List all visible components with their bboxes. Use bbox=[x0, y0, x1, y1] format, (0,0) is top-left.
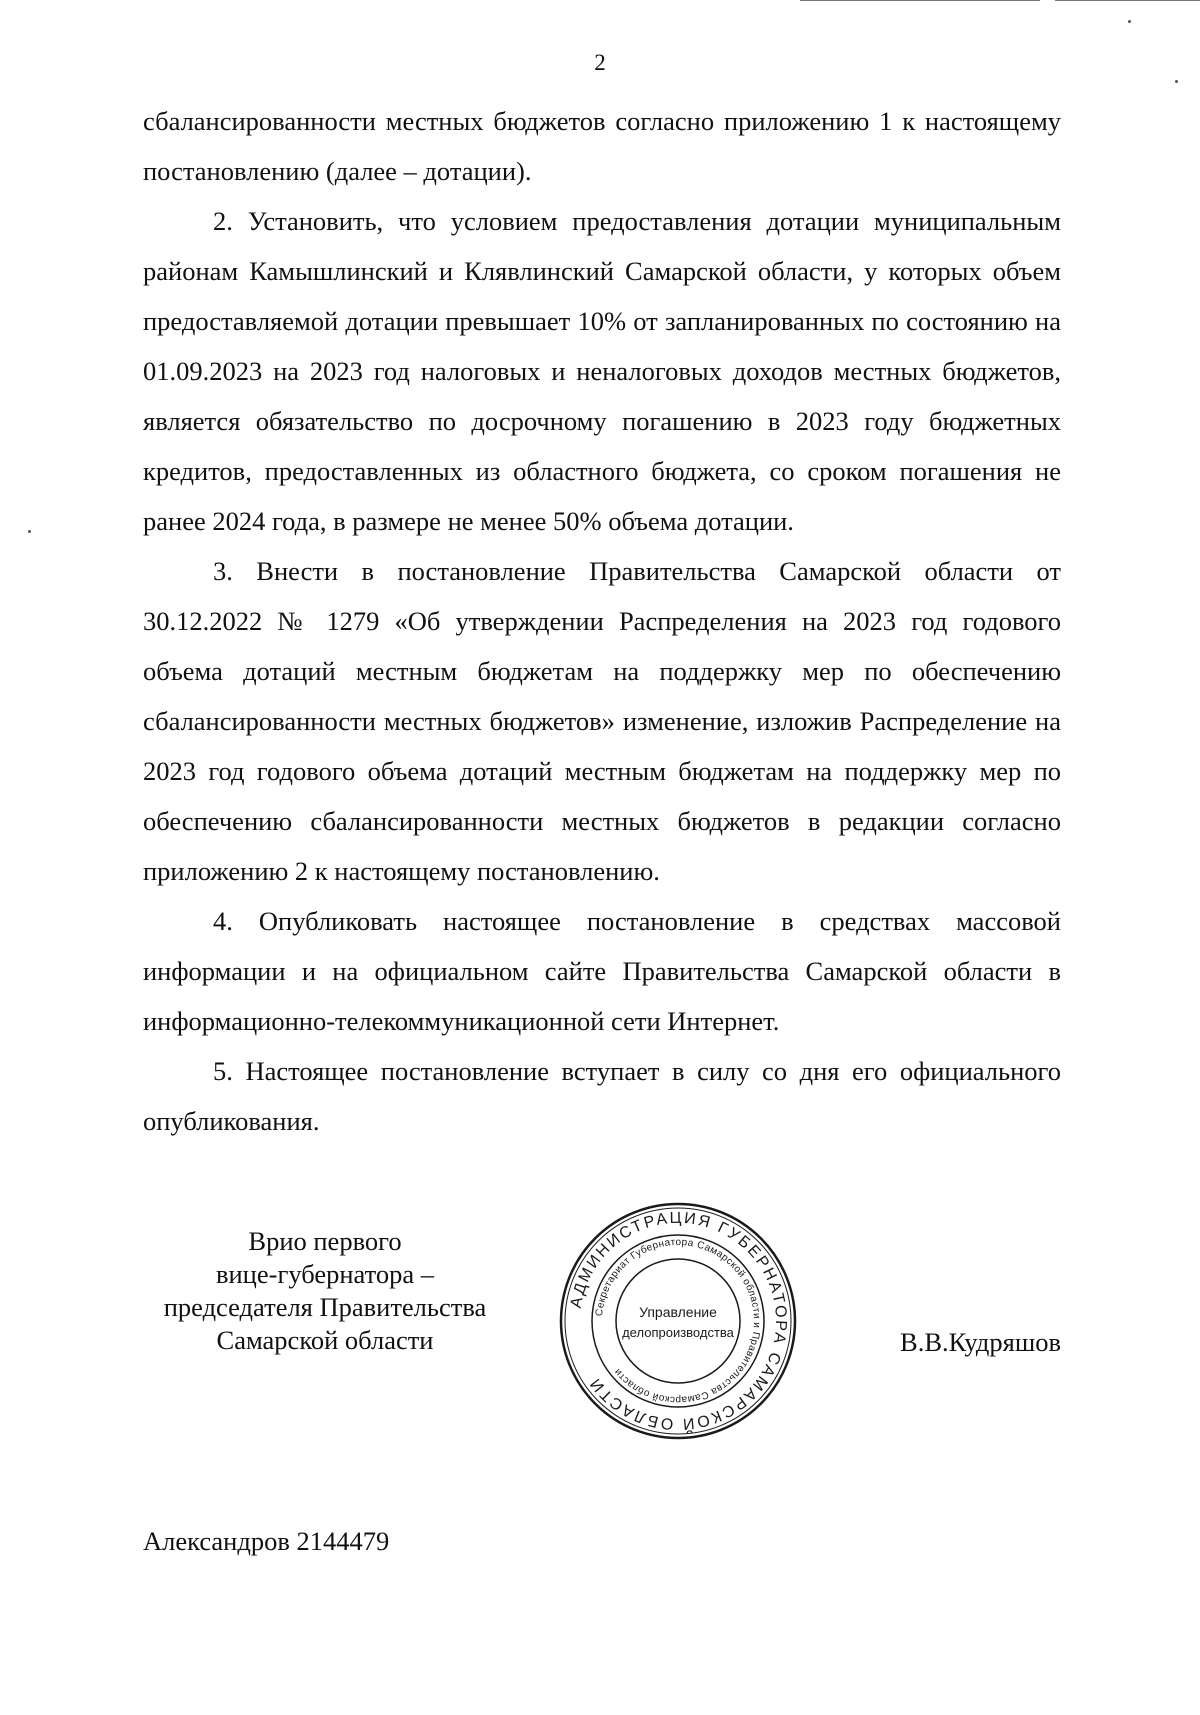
scan-speck bbox=[1175, 80, 1178, 83]
signatory-position-line: председателя Правительства bbox=[163, 1292, 487, 1322]
seal-middle-text bbox=[594, 1237, 762, 1405]
executor-contact: Александров 2144479 bbox=[143, 1526, 390, 1556]
signatory-position-line: Самарской области bbox=[216, 1325, 434, 1355]
paragraph-item-4: 4. Опубликовать настоящее постановление в средствах массовой информации и на официальном сайте Правительства Самарской области в информационно-телекоммуникационной сети Интернет. bbox=[143, 906, 1061, 1036]
seal-outer-text-path: АДМИНИСТРАЦИЯ ГУБЕРНАТОРА САМАРСКОЙ ОБЛАСТИ bbox=[567, 1209, 790, 1433]
official-seal bbox=[557, 1200, 799, 1442]
signatory-position bbox=[140, 1225, 510, 1357]
paragraph-continuation: сбалансированности местных бюджетов согласно приложению 1 к настоящему постановлению (далее – дотации). bbox=[143, 106, 1061, 186]
signatory-position-line: Врио первого bbox=[248, 1226, 402, 1256]
signatory-position-line: вице-губернатора – bbox=[215, 1259, 434, 1289]
seal-center-line-1: Управление bbox=[639, 1304, 717, 1320]
scan-speck bbox=[28, 530, 31, 533]
seal-center-line-2: делопроизводства bbox=[622, 1325, 734, 1340]
page-number: 2 bbox=[594, 50, 606, 75]
scan-edge-line bbox=[800, 0, 1040, 1]
signatory-name: В.В.Кудряшов bbox=[900, 1327, 1061, 1357]
seal-middle-text-path: Секретариат Губернатора Самарской области и Правительства Самарской области bbox=[594, 1236, 763, 1406]
scan-edge-line bbox=[1055, 0, 1200, 1]
paragraph-item-2: 2. Установить, что условием предоставления дотации муниципальным районам Камышлинский и Клявлинский Самарской области, у которых объем предоставляемой дотации превышает 10% от запланированных по состоянию на 01.09.2023 на 2023 год налоговых и неналоговых доходов местных бюджетов, является обязательство по досрочному погашению в 2023 году бюджетных кредитов, предоставленных из областного бюджета, со сроком погашения не ранее 2024 года, в размере не менее 50% объема дотации. bbox=[143, 206, 1061, 536]
document-body bbox=[143, 96, 1061, 1146]
paragraph-item-5: 5. Настоящее постановление вступает в силу со дня его официального опубликования. bbox=[143, 1056, 1061, 1136]
paragraph-item-3: 3. Внести в постановление Правительства Самарской области от 30.12.2022 № 1279 «Об утверждении Распределения на 2023 год годового объема дотаций местным бюджетам на поддержку мер по обеспечению сбалансированности местных бюджетов» изменение, изложив Распределение на 2023 год годового объема дотаций местным бюджетам на поддержку мер по обеспечению сбалансированности местных бюджетов в редакции согласно приложению 2 к настоящему постановлению. bbox=[143, 556, 1061, 886]
scan-speck bbox=[1128, 20, 1131, 23]
